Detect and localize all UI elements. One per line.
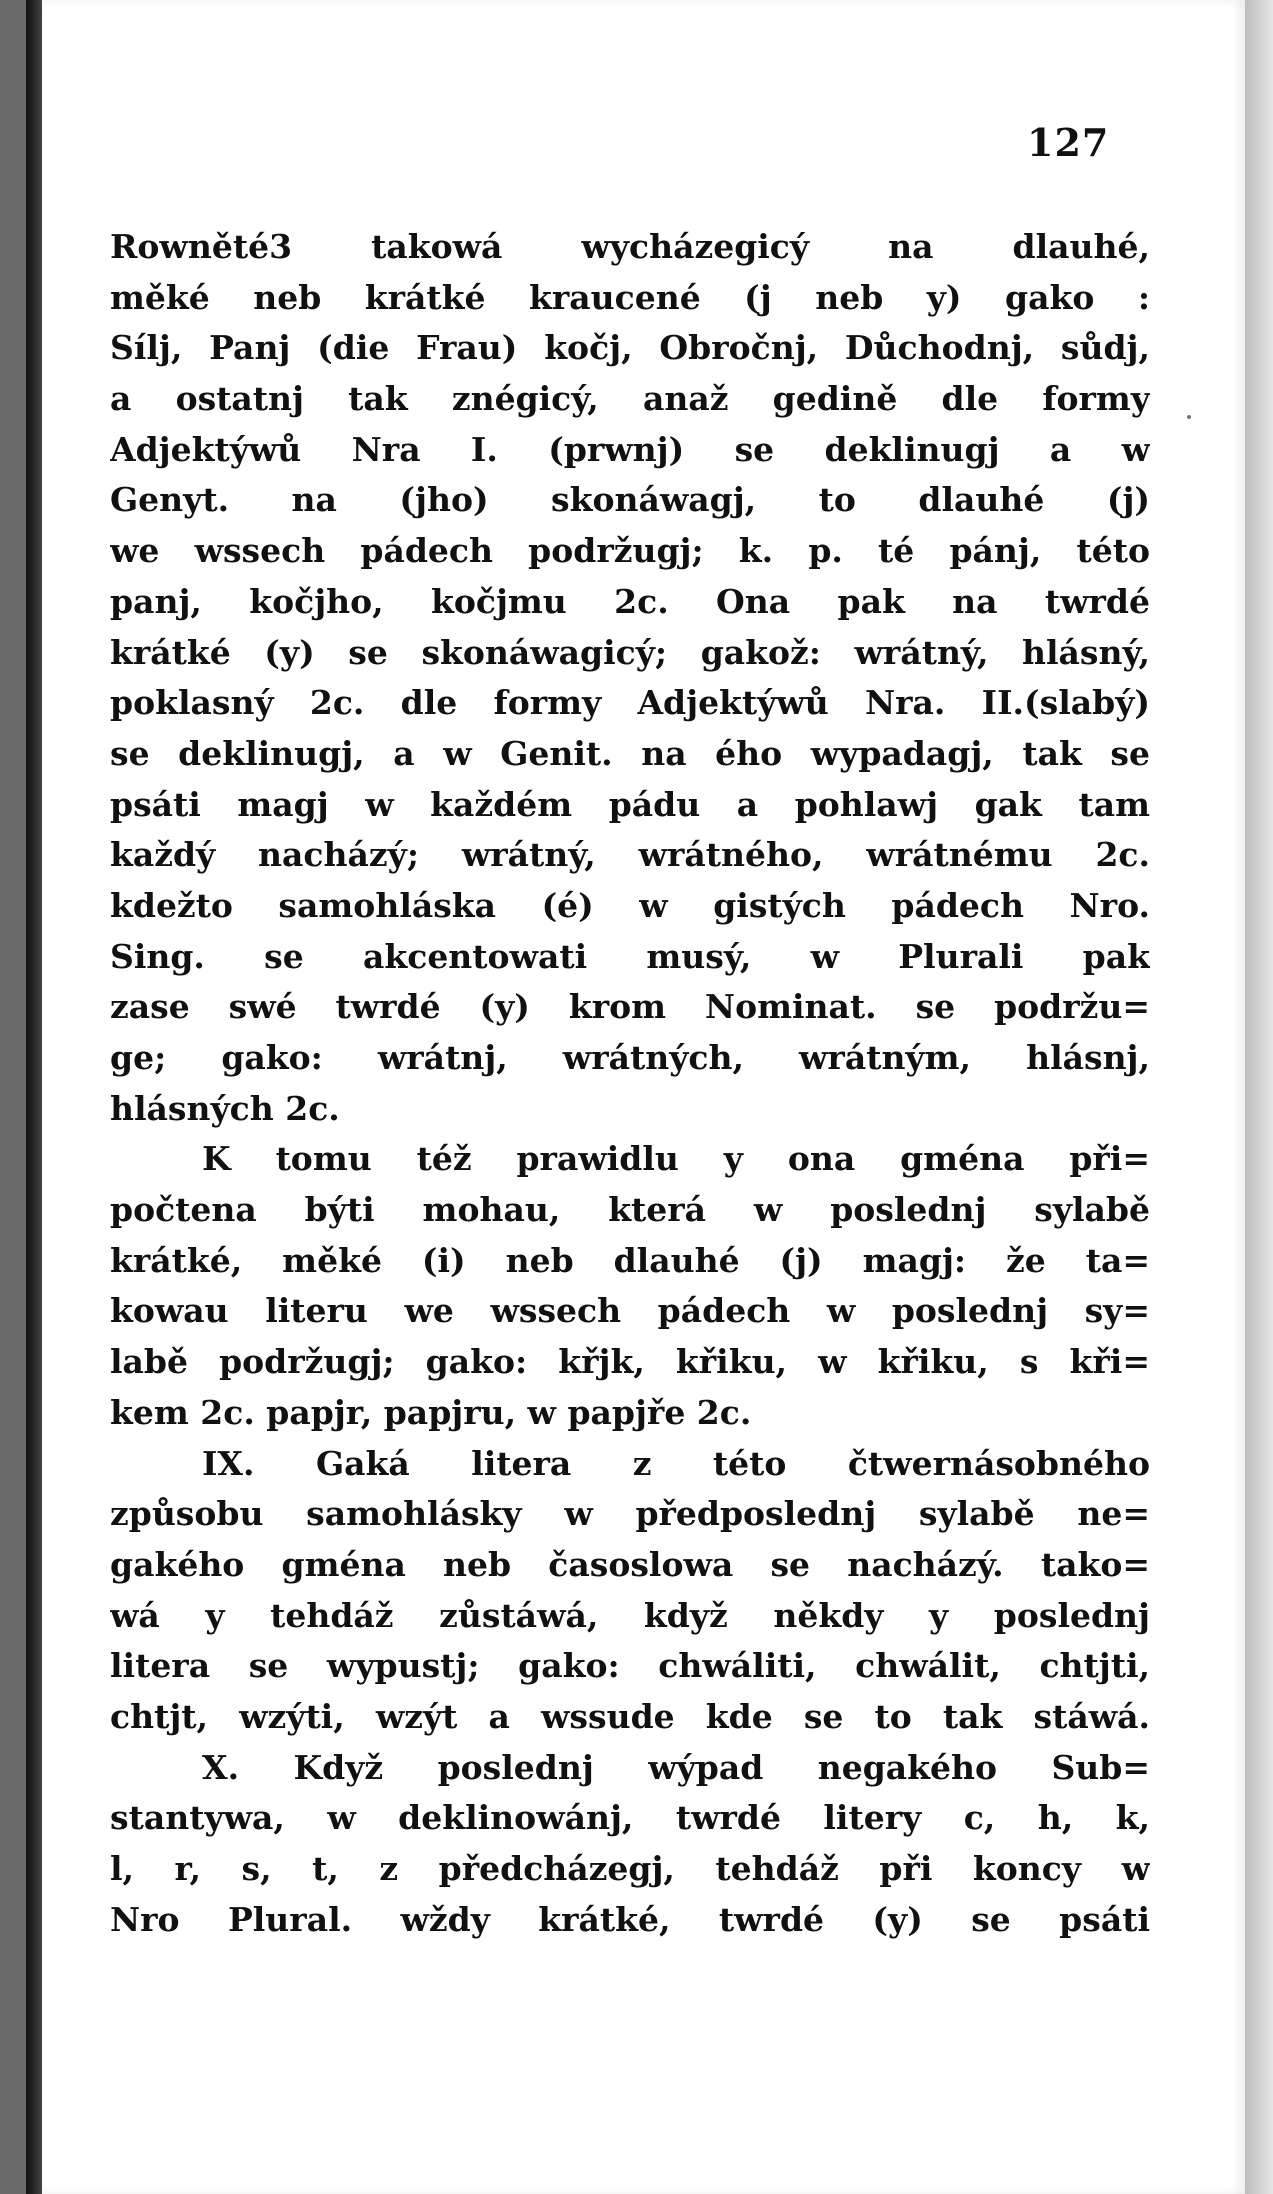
text-line: a ostatnj tak znégicý, anaž gedině dle formy [110, 379, 1150, 419]
scan-right-border [1245, 0, 1273, 2194]
text-line: wá y tehdáž zůstáwá, když někdy y poslednj [110, 1595, 1150, 1635]
scan-left-border [0, 0, 26, 2194]
text-line: Adjektýwů Nra I. (prwnj) se deklinugj a w [110, 429, 1150, 469]
text-line: litera se wypustj; gako: chwáliti, chwálit, chtjti, [110, 1646, 1150, 1686]
text-line: Sílj, Panj (die Frau) kočj, Obročnj, Důchodnj, sůdj, [110, 328, 1150, 368]
text-line: krátké (y) se skonáwagicý; gakož: wrátný, hlásný, [110, 632, 1150, 672]
text-line: stantywa, w deklinowánj, twrdé litery c, h, k, [110, 1798, 1150, 1838]
text-line: počtena býti mohau, která w poslednj sylabě [110, 1190, 1150, 1230]
text-line: we wssech pádech podržugj; k. p. té pánj, této [110, 531, 1150, 571]
text-line: Rowněté3 takowá wycházegicý na dlauhé, [110, 227, 1150, 266]
text-line: l, r, s, t, z předcházegj, tehdáž při koncy w [110, 1849, 1150, 1888]
text-line: IX. Gaká litera z této čtwernásobného [202, 1443, 1150, 1483]
text-line: zase swé twrdé (y) krom Nominat. se podržu= [110, 987, 1150, 1027]
print-smudge [1187, 415, 1191, 419]
text-line: kem 2c. papjr, papjru, w papjře 2c. [110, 1392, 752, 1432]
text-line: Genyt. na (jho) skonáwagj, to dlauhé (j) [110, 480, 1150, 520]
text-line: Sing. se akcentowati musý, w Plurali pak [110, 936, 1150, 976]
text-line: měké neb krátké kraucené (j neb y) gako : [110, 277, 1150, 317]
body-text [110, 222, 1150, 1945]
text-line: se deklinugj, a w Genit. na ého wypadagj, tak se [110, 733, 1150, 773]
page-number: 127 [1027, 120, 1110, 165]
text-line: panj, kočjho, kočjmu 2c. Ona pak na twrdé [110, 581, 1150, 621]
text-line: hlásných 2c. [110, 1088, 340, 1128]
text-line: psáti magj w každém pádu a pohlawj gak tam [110, 784, 1150, 824]
text-line: kowau literu we wssech pádech w poslednj sy= [110, 1291, 1150, 1331]
text-line: způsobu samohlásky w předposlednj sylabě ne= [110, 1494, 1150, 1534]
text-line: ge; gako: wrátnj, wrátných, wrátným, hlásnj, [110, 1038, 1150, 1077]
book-page [42, 0, 1245, 2194]
text-line: gakého gména neb časoslowa se nacházý. tako= [110, 1544, 1150, 1584]
text-line: K tomu též prawidlu y ona gména při= [202, 1139, 1150, 1179]
text-line: chtjt, wzýti, wzýt a wssude kde se to tak stáwá. [110, 1696, 1150, 1736]
text-line: kdežto samohláska (é) w gistých pádech Nro. [110, 885, 1150, 925]
text-line: každý nacházý; wrátný, wrátného, wrátnému 2c. [110, 835, 1150, 875]
book-binding-shadow [26, 0, 42, 2194]
text-line: X. Když poslednj wýpad negakého Sub= [202, 1747, 1150, 1787]
text-line: Nro Plural. wždy krátké, twrdé (y) se psáti [110, 1899, 1150, 1939]
text-line: poklasný 2c. dle formy Adjektýwů Nra. II.(slabý) [110, 683, 1150, 723]
text-line: labě podržugj; gako: křjk, křiku, w křiku, s kři= [110, 1342, 1150, 1382]
text-line: krátké, měké (i) neb dlauhé (j) magj: že ta= [110, 1240, 1150, 1280]
